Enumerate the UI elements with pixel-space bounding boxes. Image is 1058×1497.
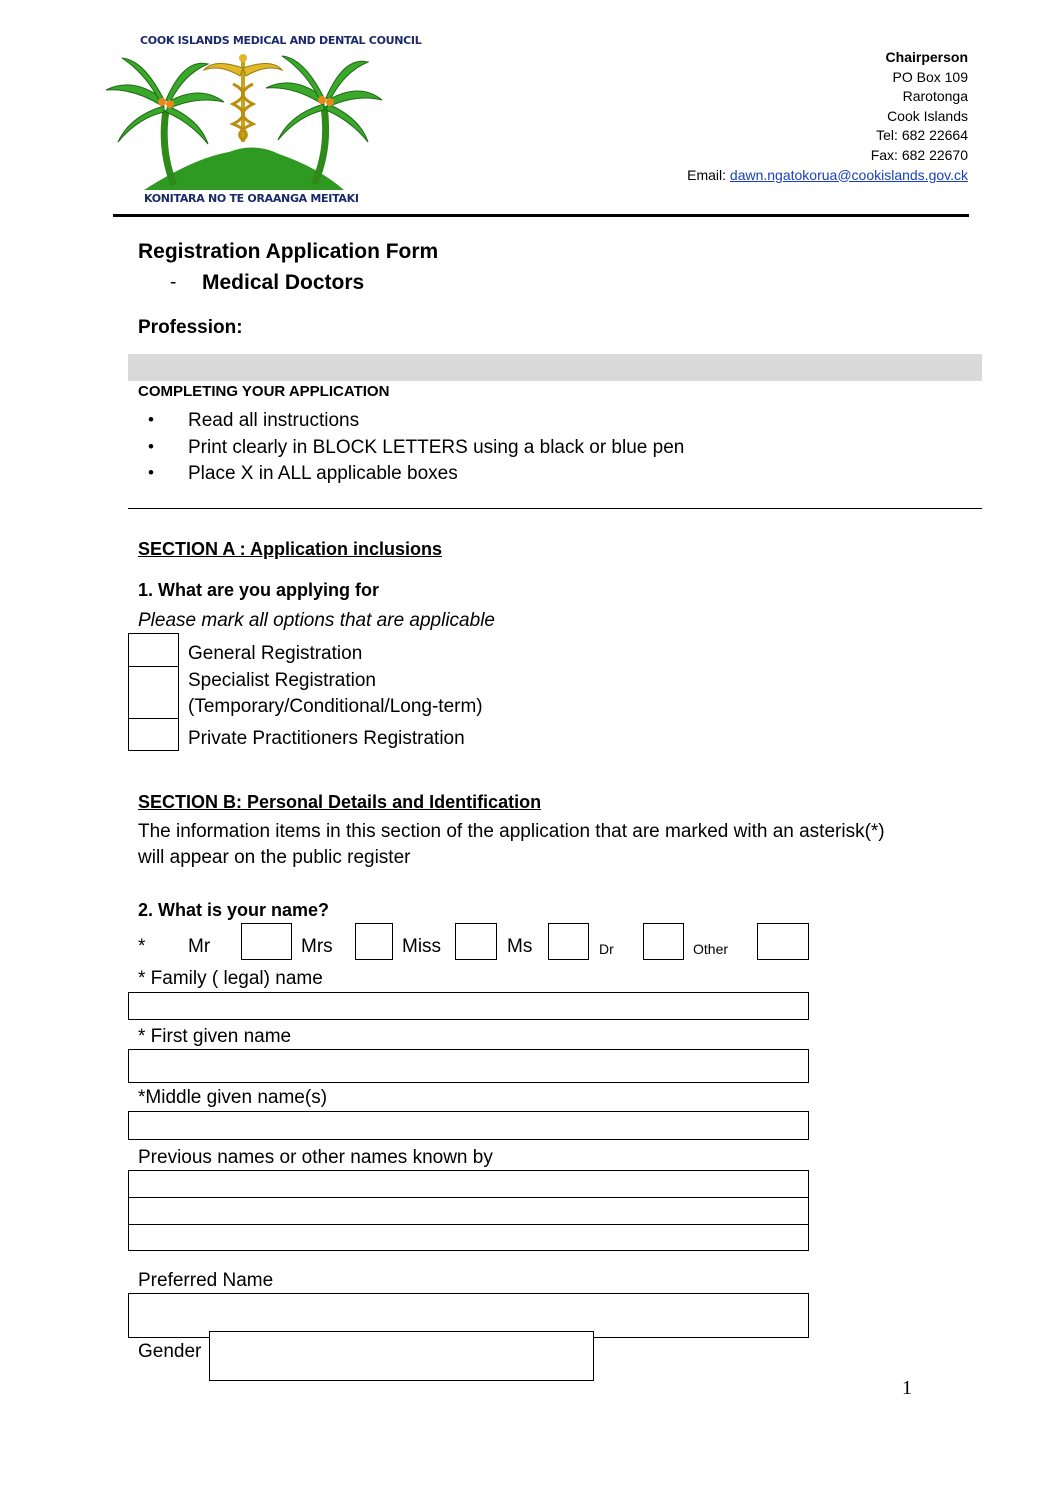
previous-names-field-3[interactable] (128, 1224, 809, 1251)
title-ms-checkbox[interactable] (548, 923, 589, 960)
option-specialist-sub-label: (Temporary/Conditional/Long-term) (188, 696, 483, 717)
title-required-star: * (138, 936, 146, 957)
previous-names-field-1[interactable] (128, 1170, 809, 1198)
question-1-hint: Please mark all options that are applicable (138, 610, 495, 631)
subtitle-dash: - (170, 272, 177, 293)
contact-po-box: PO Box 109 (892, 68, 968, 85)
specialist-registration-checkbox[interactable] (128, 666, 179, 719)
list-item: • Read all instructions (138, 410, 684, 437)
gender-label: Gender (138, 1341, 202, 1362)
page-number: 1 (902, 1377, 912, 1399)
section-b-intro-2: will appear on the public register (138, 847, 411, 868)
instructions-heading: COMPLETING YOUR APPLICATION (138, 383, 390, 400)
middle-name-label: *Middle given name(s) (138, 1087, 328, 1108)
header-divider (113, 214, 969, 217)
logo-emblem-icon (104, 50, 382, 190)
option-specialist-label: Specialist Registration (188, 670, 376, 691)
logo-bottom-text: KONITARA NO TE ORAANGA MEITAKI (144, 192, 359, 205)
form-subtitle: Medical Doctors (202, 271, 365, 294)
title-miss-checkbox[interactable] (455, 923, 497, 960)
title-mrs-label: Mrs (301, 936, 333, 957)
general-registration-checkbox[interactable] (128, 633, 179, 667)
option-private-label: Private Practitioners Registration (188, 728, 465, 749)
previous-names-field-2[interactable] (128, 1197, 809, 1225)
contact-tel: Tel: 682 22664 (876, 127, 968, 144)
contact-city: Rarotonga (902, 88, 968, 105)
previous-names-label: Previous names or other names known by (138, 1147, 493, 1168)
instructions-list (138, 410, 684, 490)
private-practitioners-checkbox[interactable] (128, 718, 179, 751)
title-mr-checkbox[interactable] (241, 923, 292, 960)
contact-title: Chairperson (885, 49, 968, 65)
contact-fax: Fax: 682 22670 (870, 146, 968, 163)
family-name-field[interactable] (128, 992, 809, 1020)
list-item: • Place X in ALL applicable boxes (138, 463, 684, 490)
question-1: 1. What are you applying for (138, 580, 380, 600)
option-general-label: General Registration (188, 643, 363, 664)
title-mrs-checkbox[interactable] (355, 923, 393, 960)
title-other-checkbox[interactable] (757, 923, 809, 960)
middle-name-field[interactable] (128, 1111, 809, 1140)
profession-label: Profession: (138, 317, 243, 338)
contact-country: Cook Islands (887, 107, 968, 124)
first-name-label: * First given name (138, 1026, 292, 1047)
preferred-name-label: Preferred Name (138, 1270, 274, 1291)
first-name-field[interactable] (128, 1049, 809, 1083)
family-name-label: * Family ( legal) name (138, 968, 323, 989)
contact-email-row (687, 166, 968, 186)
title-other-label: Other (693, 941, 729, 957)
title-miss-label: Miss (402, 936, 442, 957)
council-logo (104, 34, 422, 206)
contact-email-link[interactable]: dawn.ngatokorua@cookislands.gov.ck (729, 166, 968, 183)
title-dr-label: Dr (599, 941, 614, 957)
instructions-divider (128, 508, 982, 509)
section-b-heading: SECTION B: Personal Details and Identification (138, 792, 542, 812)
title-mr-label: Mr (188, 936, 211, 957)
contact-block (687, 48, 968, 185)
contact-email-label: Email: (687, 166, 727, 183)
question-2: 2. What is your name? (138, 900, 330, 920)
gender-field[interactable] (209, 1331, 594, 1381)
shaded-band (128, 354, 982, 381)
title-dr-checkbox[interactable] (643, 923, 684, 960)
title-ms-label: Ms (507, 936, 533, 957)
form-title: Registration Application Form (138, 240, 439, 263)
section-a-heading: SECTION A : Application inclusions (138, 539, 443, 559)
logo-top-text: COOK ISLANDS MEDICAL AND DENTAL COUNCIL (140, 34, 422, 47)
section-b-intro-1: The information items in this section of the application that are marked with an asterisk(*) (138, 821, 885, 842)
list-item: • Print clearly in BLOCK LETTERS using a black or blue pen (138, 437, 684, 464)
